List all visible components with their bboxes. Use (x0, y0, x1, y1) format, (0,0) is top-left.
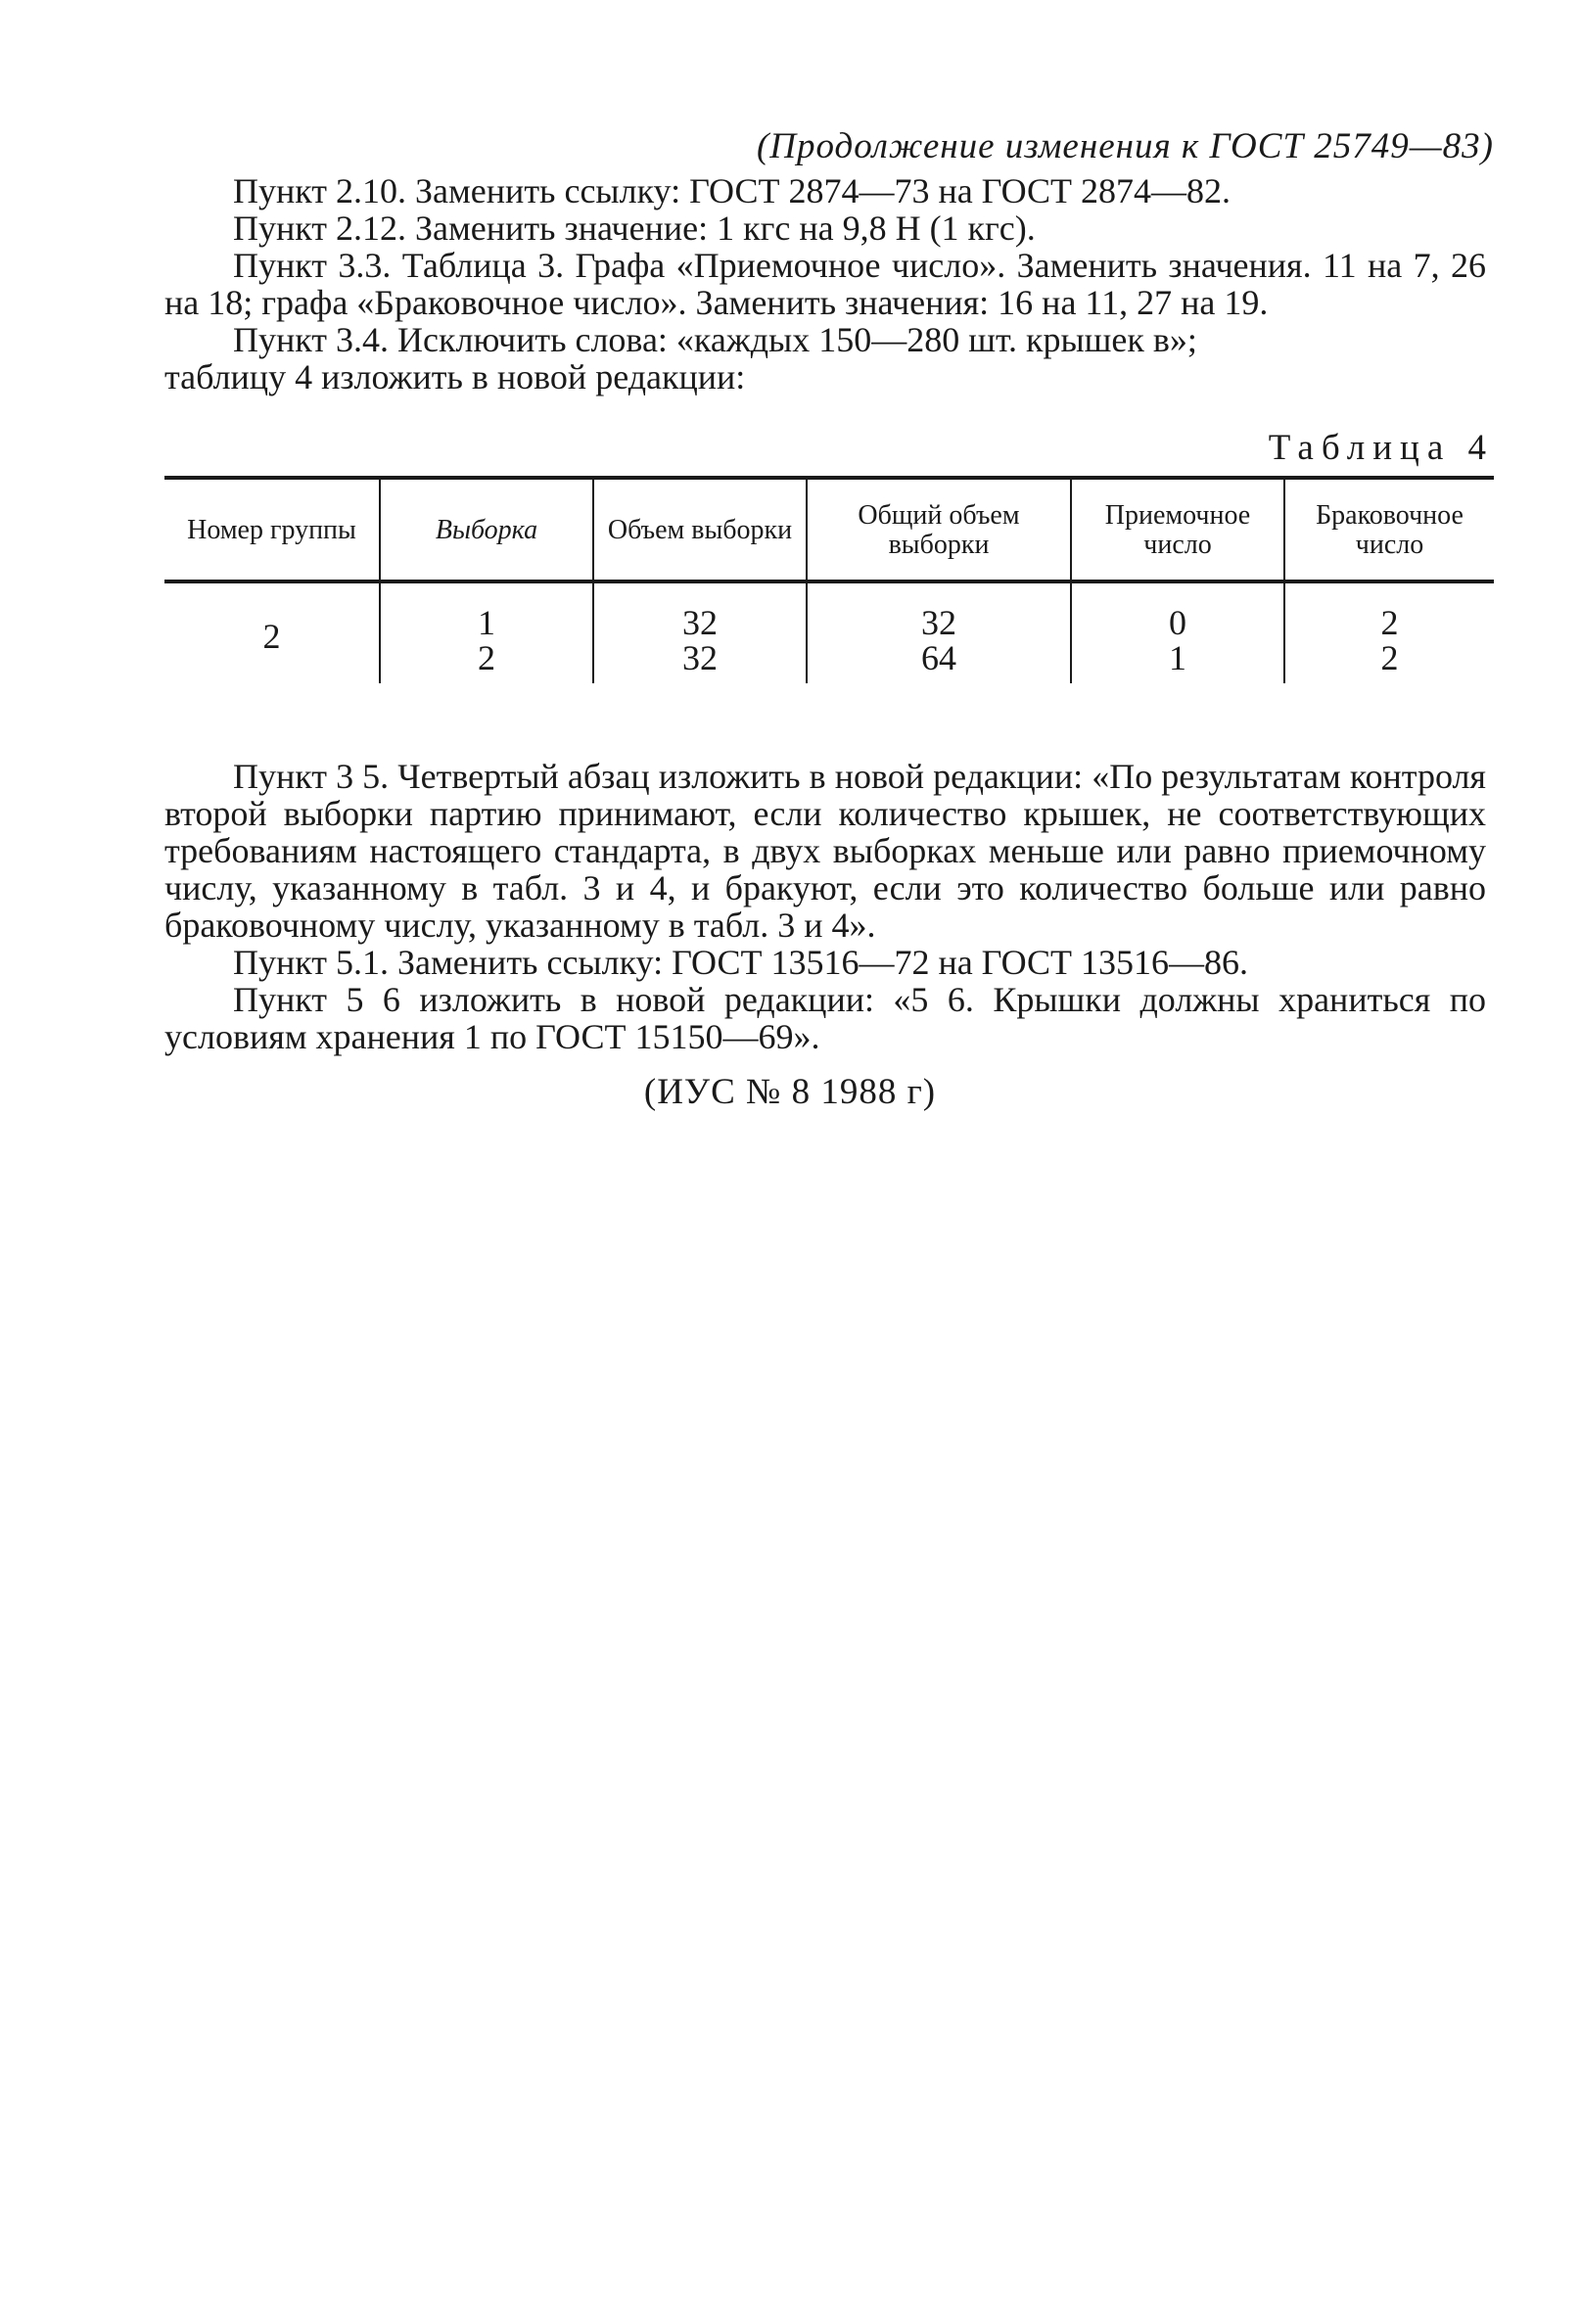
header-total-volume: Общий объем выборки (807, 478, 1071, 581)
table-header-row (164, 478, 1494, 581)
paragraph-3-4: Пункт 3.4. Исключить слова: «каждых 150—280 шт. крышек в»; (233, 320, 1197, 359)
paragraph-2-12: Пункт 2.12. Заменить значение: 1 кгс на 9,8 Н (1 кгс). (233, 209, 1036, 248)
paragraph-3-5: Пункт 3 5. Четвертый абзац изложить в новой редакции: «По результатам контроля второй выборки партию принимают, если количество крышек, не соответствующих требованиям настоящего стандарта, в двух выборках меньше или равно приемочному числу, указанному в табл. 3 и 4, и бракуют, если это количество больше или равно браковочному числу, указанному в табл. 3 и 4». (164, 757, 1486, 945)
cell-sample-2: 2 (478, 638, 495, 677)
header-sample: Выборка (380, 478, 593, 581)
paragraph-2-10: Пункт 2.10. Заменить ссылку: ГОСТ 2874—73 на ГОСТ 2874—82. (233, 171, 1231, 210)
cell-sample-1: 1 (478, 603, 495, 642)
ius-reference: (ИУС № 8 1988 г) (643, 1072, 937, 1112)
cell-reject-2: 2 (1380, 638, 1399, 677)
cell-sample (380, 581, 593, 683)
outro-block (164, 758, 1486, 1055)
intro-block (164, 172, 1486, 395)
cell-reject-1: 2 (1380, 603, 1399, 642)
header-acceptance-number: Приемочное число (1071, 478, 1284, 581)
cell-accept (1071, 581, 1284, 683)
header-sample-volume: Объем выборки (593, 478, 807, 581)
cell-group: 2 (262, 617, 281, 656)
cell-total (807, 581, 1071, 683)
continuation-header: (Продолжение изменения к ГОСТ 25749—83) (756, 126, 1494, 166)
cell-accept-2: 1 (1169, 638, 1186, 677)
table-caption: Таблица 4 (1268, 428, 1494, 468)
cell-accept-1: 0 (1169, 603, 1186, 642)
cell-volume-2: 32 (682, 638, 718, 677)
paragraph-table4-intro: таблицу 4 изложить в новой редакции: (164, 357, 746, 396)
paragraph-5-6: Пункт 5 6 изложить в новой редакции: «5 6. Крышки должны храниться по условиям хранения 1 по ГОСТ 15150—69». (164, 980, 1486, 1056)
paragraph-3-3: Пункт 3.3. Таблица 3. Графа «Приемочное число». Заменить значения. 11 на 7, 26 на 18; графа «Браковочное число». Заменить значения: 16 на 11, 27 на 19. (164, 246, 1486, 322)
header-rejection-number: Браковочное число (1284, 478, 1494, 581)
table-row (164, 581, 1494, 683)
cell-volume-1: 32 (682, 603, 718, 642)
paragraph-5-1: Пункт 5.1. Заменить ссылку: ГОСТ 13516—72 на ГОСТ 13516—86. (233, 943, 1249, 982)
cell-volume (593, 581, 807, 683)
header-group-number: Номер группы (187, 515, 356, 545)
cell-total-1: 32 (921, 603, 956, 642)
cell-reject (1284, 581, 1494, 683)
table-4 (164, 476, 1494, 683)
cell-total-2: 64 (921, 638, 956, 677)
